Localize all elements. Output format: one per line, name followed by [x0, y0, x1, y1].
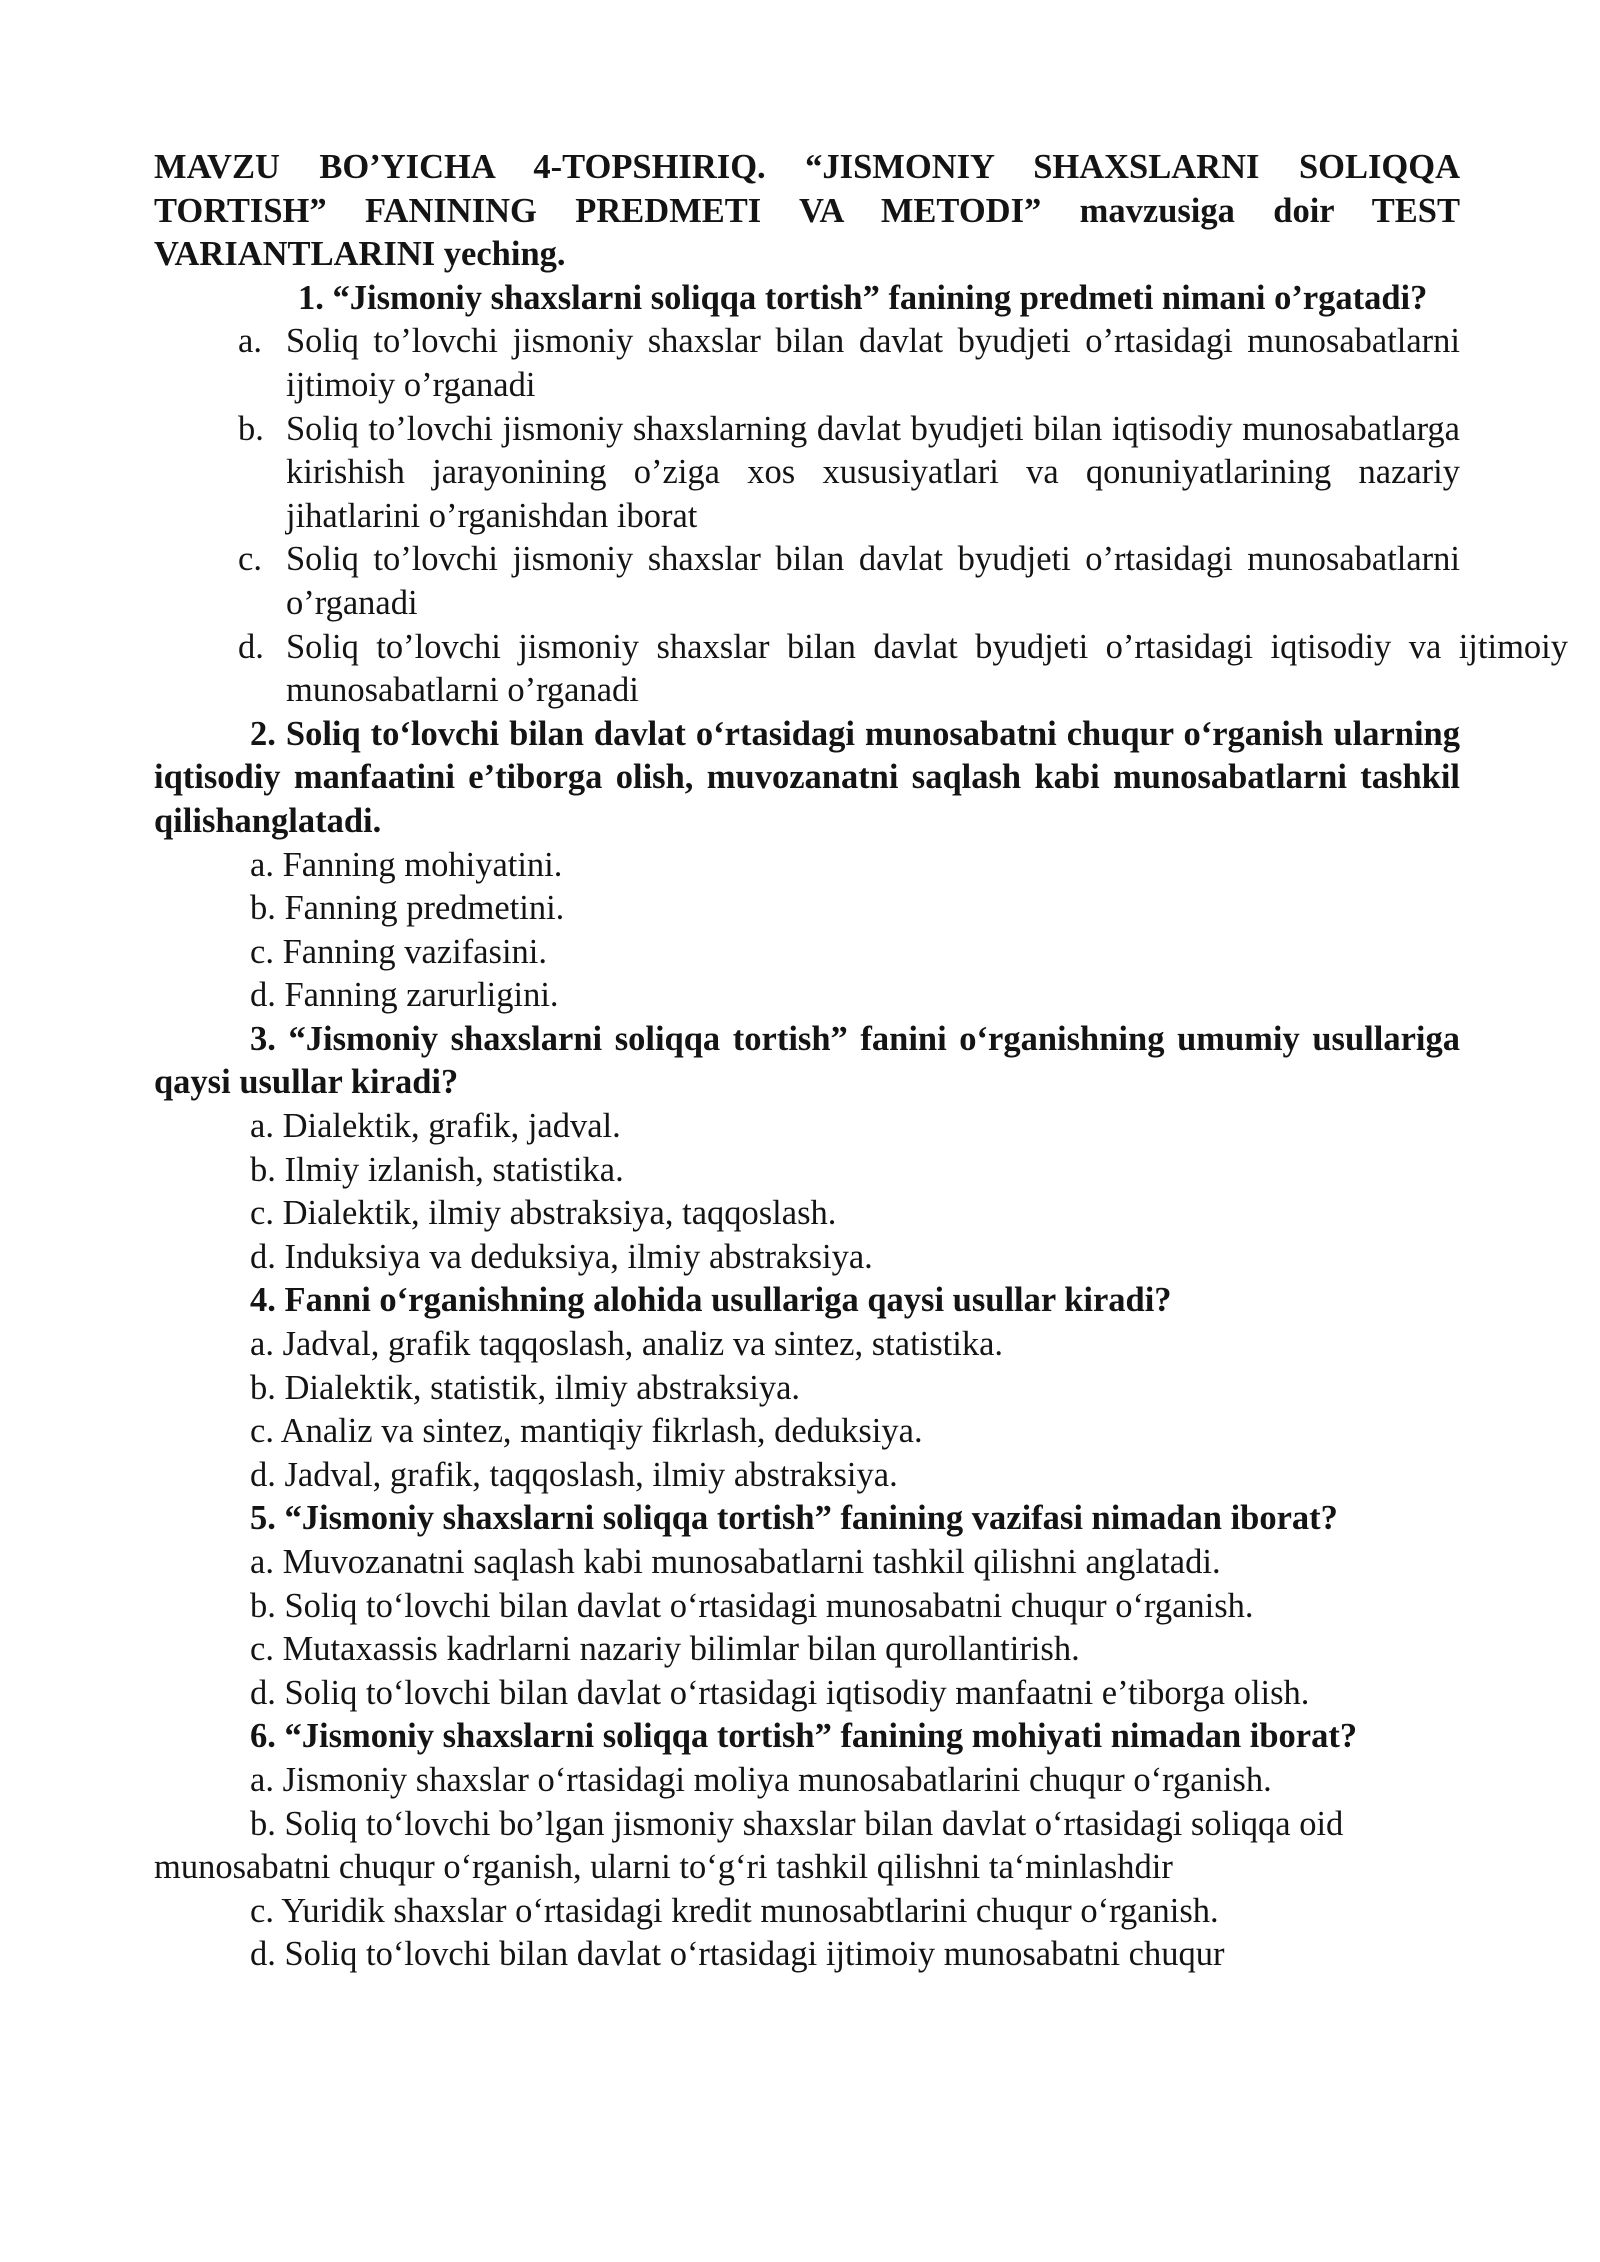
question-3-option-c: c. Dialektik, ilmiy abstraksiya, taqqoslash. [250, 1194, 837, 1233]
option-text: Soliq to’lovchi jismoniy shaxslarning davlat byudjeti bilan iqtisodiy munosabatlarga kirishish jarayonining o’ziga xos xususiyatlari va qonuniyatlarining nazariy jihatlarini o’rganishdan iborat [286, 409, 1460, 535]
question-6-option-b: b. Soliq to‘lovchi bo’lgan jismoniy shaxslar bilan davlat o‘rtasidagi soliqqa oid munosabatni chuqur o‘rganish, ularni to‘g‘ri tashkil qilishni ta‘minlashdir [154, 1804, 1344, 1887]
question-2-option-c: c. Fanning vazifasini. [250, 932, 548, 971]
option-text: Soliq to’lovchi jismoniy shaxslar bilan davlat byudjeti o’rtasidagi iqtisodiy va ijtimoiy munosabatlarni o’rganadi [286, 627, 1568, 710]
question-5-option-d: d. Soliq to‘lovchi bilan davlat o‘rtasidagi iqtisodiy manfaatni e’tiborga olish. [250, 1673, 1310, 1712]
option-text: Soliq to’lovchi jismoniy shaxslar bilan davlat byudjeti o’rtasidagi munosabatlarni o’rganadi [286, 540, 1460, 622]
question-4-option-b: b. Dialektik, statistik, ilmiy abstraksiya. [250, 1368, 801, 1407]
question-1: 1. “Jismoniy shaxslarni soliqqa tortish” fanining predmeti nimani o’rgatadi? [298, 278, 1428, 317]
question-3: 3. “Jismoniy shaxslarni soliqqa tortish” fanini o‘rganishning umumiy usullariga qaysi usullar kiradi? [154, 1019, 1460, 1102]
question-5-option-b: b. Soliq to‘lovchi bilan davlat o‘rtasidagi munosabatni chuqur o‘rganish. [250, 1586, 1254, 1625]
question-1-option-d [154, 626, 1568, 713]
option-letter: c. [238, 540, 262, 579]
question-3-option-d: d. Induksiya va deduksiya, ilmiy abstraksiya. [250, 1237, 873, 1276]
question-4: 4. Fanni o‘rganishning alohida usullariga qaysi usullar kiradi? [250, 1281, 1172, 1320]
assignment-title: MAVZU BO’YICHA 4-TOPSHIRIQ. “JISMONIY SHAXSLARNI SOLIQQA TORTISH” FANINING PREDMETI VA METODI” mavzusiga doir TEST VARIANTLARINI yeching. [154, 148, 1460, 274]
question-5: 5. “Jismoniy shaxslarni soliqqa tortish” fanining vazifasi nimadan iborat? [250, 1499, 1338, 1538]
option-letter: d. [238, 627, 264, 666]
question-2-option-d: d. Fanning zarurligini. [250, 976, 559, 1015]
question-4-option-c: c. Analiz va sintez, mantiqiy fikrlash, deduksiya. [250, 1412, 923, 1451]
question-3-option-a: a. Dialektik, grafik, jadval. [250, 1107, 621, 1146]
question-1-option-a [154, 320, 1460, 407]
question-3-option-b: b. Ilmiy izlanish, statistika. [250, 1150, 624, 1189]
question-6-option-c: c. Yuridik shaxslar o‘rtasidagi kredit munosabtlarini chuqur o‘rganish. [250, 1891, 1219, 1930]
question-2-option-a: a. Fanning mohiyatini. [250, 845, 563, 884]
question-6-option-a: a. Jismoniy shaxslar o‘rtasidagi moliya munosabatlarini chuqur o‘rganish. [250, 1760, 1272, 1799]
option-letter: b. [238, 409, 264, 448]
option-text: Soliq to’lovchi jismoniy shaxslar bilan davlat byudjeti o’rtasidagi munosabatlarni ijtimoiy o’rganadi [286, 322, 1460, 404]
question-6-option-d: d. Soliq to‘lovchi bilan davlat o‘rtasidagi ijtimoiy munosabatni chuqur [250, 1935, 1225, 1974]
question-2-option-b: b. Fanning predmetini. [250, 889, 565, 928]
question-4-option-d: d. Jadval, grafik, taqqoslash, ilmiy abstraksiya. [250, 1455, 898, 1494]
question-1-option-c [154, 538, 1460, 625]
question-4-option-a: a. Jadval, grafik taqqoslash, analiz va sintez, statistika. [250, 1325, 1004, 1364]
question-5-option-c: c. Mutaxassis kadrlarni nazariy bilimlar bilan qurollantirish. [250, 1630, 1080, 1669]
option-letter: a. [238, 322, 262, 361]
question-6: 6. “Jismoniy shaxslarni soliqqa tortish” fanining mohiyati nimadan iborat? [250, 1717, 1358, 1756]
question-1-option-b [154, 408, 1460, 539]
document-body [154, 146, 1568, 1977]
question-2: 2. Soliq to‘lovchi bilan davlat o‘rtasidagi munosabatni chuqur o‘rganish ularning iqtisodiy manfaatini e’tiborga olish, muvozanatni saqlash kabi munosabatlarni tashkil qilishanglatadi. [154, 714, 1460, 840]
question-5-option-a: a. Muvozanatni saqlash kabi munosabatlarni tashkil qilishni anglatadi. [250, 1543, 1221, 1581]
